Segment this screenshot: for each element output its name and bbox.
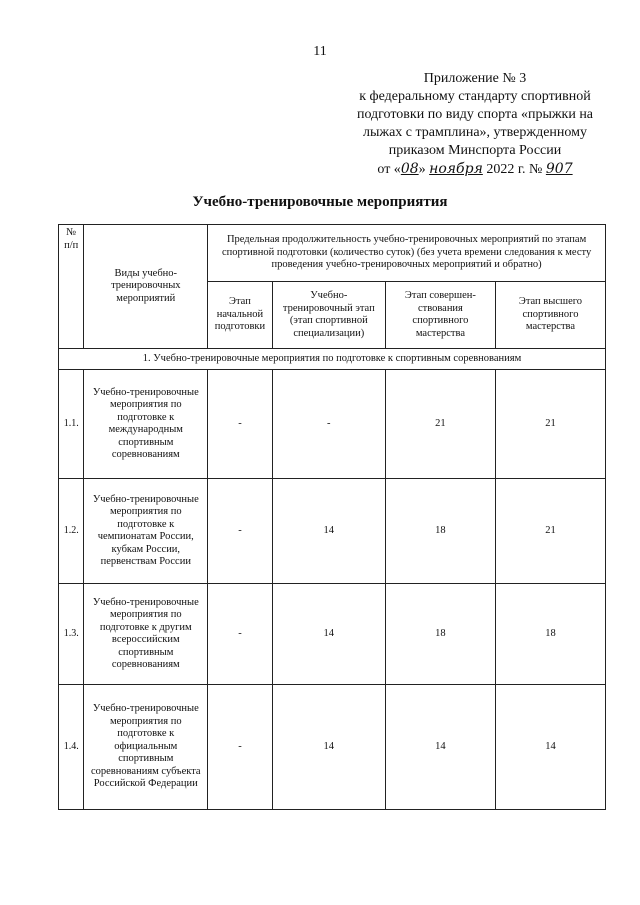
row-value: 21 bbox=[385, 370, 495, 479]
appendix-line-3: подготовки по виду спорта «прыжки на bbox=[356, 107, 594, 122]
appendix-line-5: приказом Минспорта России bbox=[388, 143, 562, 158]
date-prefix: от « bbox=[377, 162, 401, 177]
row-value: 14 bbox=[272, 685, 385, 810]
table-row bbox=[59, 685, 606, 810]
header-stage-1: Этап начальной подготовки bbox=[208, 282, 273, 349]
date-mid: » bbox=[418, 162, 426, 177]
document-title: Учебно-тренировочные мероприятия bbox=[192, 194, 448, 210]
appendix-line-2: к федеральному стандарту спортивной bbox=[359, 89, 591, 104]
row-name: Учебно-тренировочные мероприятия по подготовке к официальным спортивным соревнованиям субъекта Российской Федерации bbox=[84, 685, 208, 810]
header-stage-2: Учебно-тренировочный этап (этап спортивной специализации) bbox=[272, 282, 385, 349]
row-value: - bbox=[208, 685, 273, 810]
table-row bbox=[59, 370, 606, 479]
row-name: Учебно-тренировочные мероприятия по подготовке к чемпионатам России, кубкам России, первенствам России bbox=[84, 479, 208, 584]
section-row bbox=[59, 349, 606, 370]
header-name: Виды учебно-тренировочных мероприятий bbox=[84, 225, 208, 349]
row-value: 18 bbox=[495, 584, 605, 685]
appendix-date-line bbox=[330, 160, 620, 179]
header-stage-3: Этап совершен-ствования спортивного мастерства bbox=[385, 282, 495, 349]
row-value: - bbox=[208, 584, 273, 685]
appendix-line-4: лыжах с трамплина», утвержденному bbox=[363, 125, 587, 140]
row-value: 18 bbox=[385, 584, 495, 685]
row-value: 21 bbox=[495, 370, 605, 479]
table-row bbox=[59, 584, 606, 685]
row-value: 14 bbox=[272, 479, 385, 584]
header-num: № п/п bbox=[59, 225, 84, 349]
events-table bbox=[58, 224, 606, 810]
row-value: 14 bbox=[272, 584, 385, 685]
table-row bbox=[59, 479, 606, 584]
row-value: 14 bbox=[495, 685, 605, 810]
row-name: Учебно-тренировочные мероприятия по подготовке к международным спортивным соревнованиям bbox=[84, 370, 208, 479]
handwritten-day: 08 bbox=[400, 161, 419, 177]
section-title: 1. Учебно-тренировочные мероприятия по подготовке к спортивным соревнованиям bbox=[59, 349, 606, 370]
appendix-block bbox=[330, 70, 620, 179]
handwritten-number: 907 bbox=[545, 161, 573, 177]
row-number: 1.2. bbox=[59, 479, 84, 584]
header-row-1 bbox=[59, 225, 606, 282]
row-value: - bbox=[272, 370, 385, 479]
row-number: 1.4. bbox=[59, 685, 84, 810]
row-number: 1.3. bbox=[59, 584, 84, 685]
row-value: - bbox=[208, 479, 273, 584]
page-number: 11 bbox=[313, 44, 327, 59]
appendix-line-1: Приложение № 3 bbox=[423, 71, 527, 86]
row-name: Учебно-тренировочные мероприятия по подготовке к другим всероссийским спортивным соревнованиям bbox=[84, 584, 208, 685]
header-stage-4: Этап высшего спортивного мастерства bbox=[495, 282, 605, 349]
header-duration: Предельная продолжительность учебно-тренировочных мероприятий по этапам спортивной подготовки (количество суток) (без учета времени следования к месту проведения учебно-тренировочных мероприятий и обратно) bbox=[208, 225, 606, 282]
row-value: - bbox=[208, 370, 273, 479]
handwritten-month: ноября bbox=[429, 161, 483, 177]
row-number: 1.1. bbox=[59, 370, 84, 479]
row-value: 18 bbox=[385, 479, 495, 584]
row-value: 21 bbox=[495, 479, 605, 584]
year-text: 2022 г. № bbox=[486, 162, 543, 177]
row-value: 14 bbox=[385, 685, 495, 810]
